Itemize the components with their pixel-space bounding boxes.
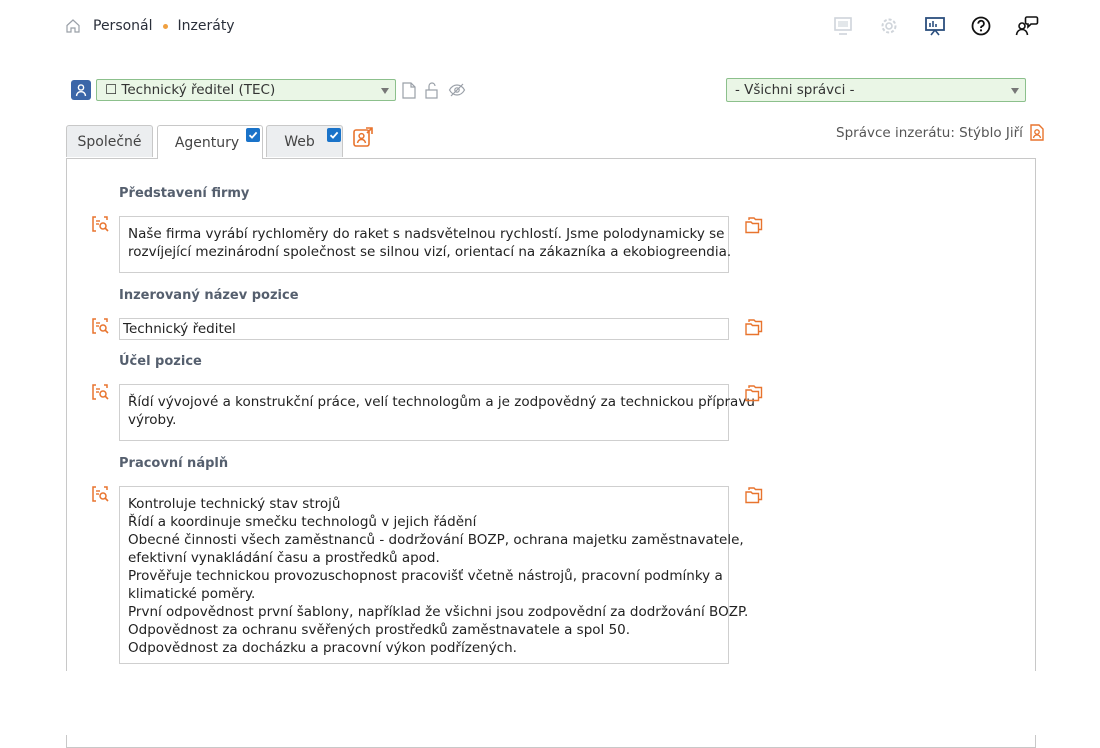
position-name-input[interactable] xyxy=(119,318,729,340)
breadcrumb-separator xyxy=(163,24,168,29)
page-bottom xyxy=(0,671,1100,735)
position-actions xyxy=(400,81,472,99)
chevron-down-icon xyxy=(1011,88,1019,94)
presentation-icon[interactable] xyxy=(831,14,855,38)
company-intro-textarea[interactable] xyxy=(119,216,732,273)
text-line: výroby. xyxy=(128,412,177,428)
tab-label: Společné xyxy=(77,133,142,150)
breadcrumb-item-personal[interactable]: Personál xyxy=(93,18,153,34)
text-line: Odpovědnost za docházku a pracovní výkon podřízených. xyxy=(128,640,517,656)
user-badge-icon xyxy=(71,80,91,100)
admin-select[interactable] xyxy=(726,78,1026,102)
job-description-textarea[interactable] xyxy=(119,486,749,664)
text-line: Odpovědnost za ochranu svěřených prostředků zaměstnavatele a spol 50. xyxy=(128,622,631,638)
folder-copy-icon[interactable] xyxy=(744,486,764,504)
field-label-position-purpose: Účel pozice xyxy=(119,354,202,369)
text-line: Obecné činnosti všech zaměstnanců - dodržování BOZP, ochrana majetku zaměstnavatele, xyxy=(128,532,744,548)
tab-label: Agentury xyxy=(174,134,240,151)
position-select-value: ☐ Technický ředitel (TEC) xyxy=(105,82,276,98)
hidden-eye-icon[interactable] xyxy=(448,81,466,99)
ad-manager-label: Správce inzerátu: Stýblo Jiří xyxy=(836,124,1023,141)
text-line: efektivní vynakládání času a prostředků apod. xyxy=(128,550,440,566)
search-document-icon[interactable] xyxy=(91,485,109,503)
field-label-position-name: Inzerovaný název pozice xyxy=(119,288,299,303)
gear-icon[interactable] xyxy=(877,14,901,38)
search-document-icon[interactable] xyxy=(91,383,109,401)
search-document-icon[interactable] xyxy=(91,215,109,233)
new-document-icon[interactable] xyxy=(400,81,418,99)
text-line: Řídí a koordinuje smečku technologů v jejich řádění xyxy=(128,514,477,530)
folder-copy-icon[interactable] xyxy=(744,216,764,234)
breadcrumb-item-inzeraty[interactable]: Inzeráty xyxy=(177,18,235,34)
user-share-icon[interactable] xyxy=(352,126,374,148)
user-chat-icon[interactable] xyxy=(1015,14,1039,38)
unlock-icon[interactable] xyxy=(424,81,442,99)
tab-label: Web xyxy=(284,133,315,150)
board-icon[interactable] xyxy=(923,14,947,38)
chevron-down-icon xyxy=(381,88,389,94)
admin-select-value: - Všichni správci - xyxy=(735,82,855,98)
search-document-icon[interactable] xyxy=(91,317,109,335)
breadcrumb xyxy=(65,18,235,34)
input-value: Technický ředitel xyxy=(123,321,236,337)
text-line: klimatické poměry. xyxy=(128,586,256,602)
home-icon[interactable] xyxy=(65,18,81,34)
agentury-checkbox[interactable] xyxy=(246,128,260,142)
text-line: Řídí vývojové a konstrukční práce, velí technologům a je zodpovědný za technickou přípravu xyxy=(128,394,755,410)
text-line: Naše firma vyrábí rychloměry do raket s nadsvětelnou rychlostí. Jsme polodynamicky se xyxy=(128,226,725,242)
field-label-job-description: Pracovní náplň xyxy=(119,456,229,471)
tab-spolecne[interactable] xyxy=(66,125,153,157)
text-line: rozvíjející mezinárodní společnost se silnou vizí, orientací na zákazníka a ekobiogreendia. xyxy=(128,244,732,260)
folder-copy-icon[interactable] xyxy=(744,318,764,336)
text-line: Kontroluje technický stav strojů xyxy=(128,496,341,512)
field-label-company-intro: Představení firmy xyxy=(119,186,250,201)
folder-copy-icon[interactable] xyxy=(744,384,764,402)
top-toolbar xyxy=(831,14,1039,38)
ad-manager xyxy=(836,124,1046,141)
position-select[interactable] xyxy=(96,79,396,101)
position-purpose-textarea[interactable] xyxy=(119,384,755,441)
help-icon[interactable] xyxy=(969,14,993,38)
web-checkbox[interactable] xyxy=(327,128,341,142)
text-line: První odpovědnost první šablony, například že všichni jsou zodpovědní za dodržování BOZP. xyxy=(128,604,749,620)
text-line: Prověřuje technickou provozuschopnost pracovišť včetně nástrojů, pracovní podmínky a xyxy=(128,568,723,584)
user-edit-icon[interactable] xyxy=(1029,124,1046,141)
